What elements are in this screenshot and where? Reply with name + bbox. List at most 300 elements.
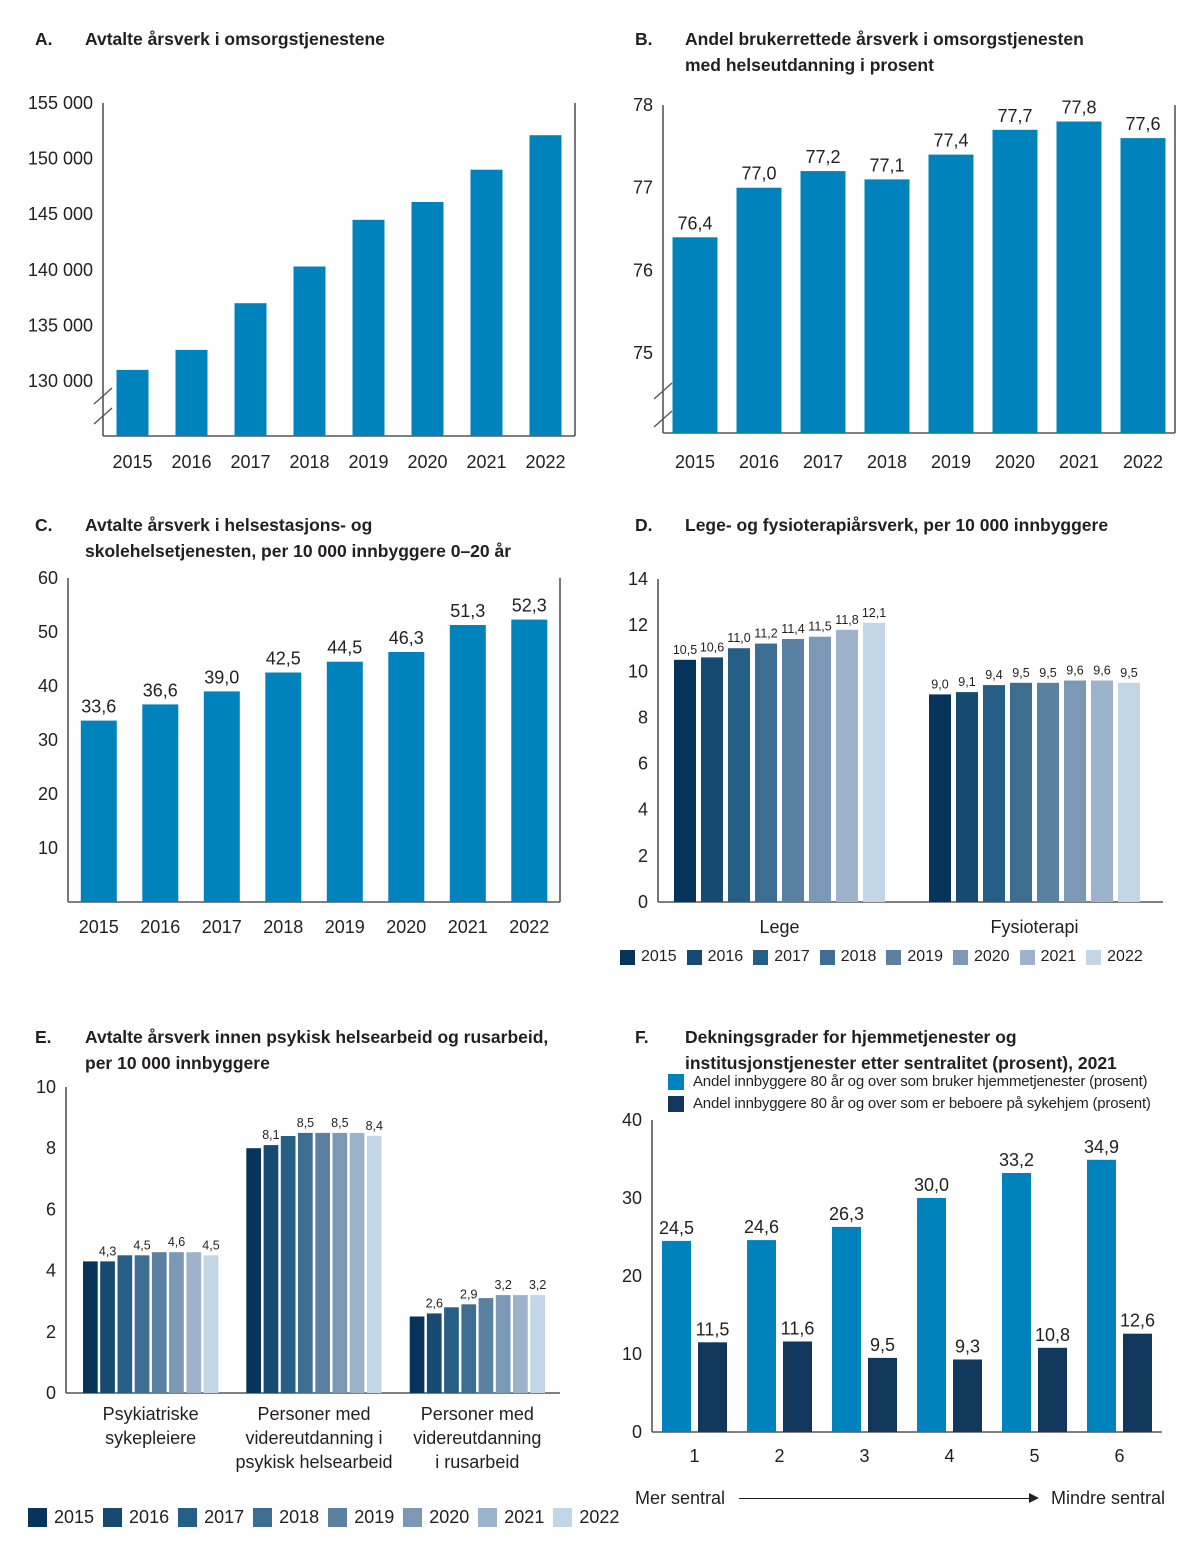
legend-item-2022: [553, 1507, 619, 1528]
value-label: 52,3: [511, 595, 547, 616]
bar: [836, 630, 858, 902]
bar: [755, 644, 777, 902]
bar: [412, 202, 444, 436]
panel-b: [600, 0, 1200, 500]
bar: [176, 350, 208, 436]
bar: [427, 1313, 442, 1393]
y-tick-label: 30: [37, 730, 58, 750]
legend-item-2018: [820, 948, 877, 966]
x-tick-label: 2020: [386, 917, 427, 937]
panel-e-title-line2: per 10 000 innbyggere: [85, 1053, 270, 1073]
legend-swatch-sykehjem: [668, 1096, 684, 1112]
panel-a-header: [35, 26, 584, 52]
legend-year-label: 2020: [429, 1507, 470, 1527]
x-tick-label: 2016: [738, 452, 780, 472]
bar: [863, 623, 885, 902]
value-label: 4,5: [202, 1238, 220, 1253]
legend-item-2016: [687, 948, 744, 966]
bar: [496, 1295, 511, 1393]
legend-year-label: 2017: [774, 948, 810, 965]
legend-swatch-2015: [28, 1508, 47, 1527]
legend-item-2021: [1020, 948, 1077, 966]
value-label: 77,0: [741, 163, 777, 184]
group-label: Personer med videreutdanning i psykisk helsearbeid: [235, 1404, 393, 1472]
value-label: 10,8: [1034, 1324, 1071, 1345]
x-tick-label: 3: [859, 1446, 870, 1466]
legend-year-label: 2020: [973, 948, 1010, 965]
bar: [117, 370, 149, 436]
x-tick-label: 2015: [112, 452, 153, 472]
y-tick-label: 0: [631, 1422, 642, 1442]
value-label: 11,0: [727, 631, 751, 646]
x-tick-label: 2015: [674, 452, 716, 472]
x-tick-label: 2018: [263, 917, 304, 937]
panel-f-title-line2: institusjonstjenester etter sentralitet (prosent), 2021: [685, 1053, 1117, 1073]
x-tick-label: 2017: [802, 452, 844, 472]
y-tick-label: 78: [632, 95, 653, 115]
bar: [444, 1307, 459, 1393]
legend-year-label: 2019: [907, 948, 943, 965]
value-label: 9,5: [1039, 665, 1057, 680]
bar: [1121, 138, 1166, 433]
panel-a-letter: A.: [35, 29, 53, 49]
x-tick-label: 2019: [324, 917, 365, 937]
value-label: 77,8: [1061, 97, 1097, 118]
legend-item-2017: [178, 1507, 244, 1528]
group-label: Psykiatriske sykepleiere: [102, 1404, 199, 1448]
bar: [169, 1252, 184, 1393]
y-tick-label: 20: [621, 1266, 642, 1286]
value-label: 11,2: [754, 626, 778, 641]
bar: [832, 1227, 861, 1432]
legend-f: [668, 1072, 1151, 1113]
bar: [281, 1136, 296, 1393]
y-tick-label: 50: [37, 622, 58, 642]
y-tick-label: 2: [45, 1321, 56, 1342]
bar: [118, 1255, 133, 1393]
x-tick-label: 2022: [509, 917, 550, 937]
bar: [701, 657, 723, 902]
y-tick-label: 6: [637, 753, 648, 774]
x-tick-label: 2022: [525, 452, 566, 472]
y-tick-label: 4: [637, 799, 648, 820]
legend-swatch-2018: [253, 1508, 272, 1527]
value-label: 34,9: [1083, 1136, 1120, 1157]
panel-f-header: [635, 1024, 1184, 1076]
y-tick-label: 14: [627, 569, 648, 589]
y-tick-label: 4: [45, 1260, 56, 1281]
legend-swatch-2018: [820, 950, 835, 965]
legend-year-label: 2021: [1040, 948, 1077, 965]
bar: [235, 303, 267, 436]
legend-label-hjemmetjenester: Andel innbyggere 80 år og over som bruker hjemmetjenester (prosent): [693, 1073, 1148, 1090]
value-label: 8,5: [296, 1115, 315, 1130]
legend-swatch-2017: [178, 1508, 197, 1527]
value-label: 42,5: [265, 648, 301, 669]
bar: [479, 1298, 494, 1393]
value-label: 8,5: [331, 1115, 349, 1130]
legend-item-2019: [328, 1507, 394, 1528]
value-label: 77,7: [997, 105, 1033, 126]
bar: [81, 721, 117, 902]
y-tick-label: 12: [627, 615, 648, 636]
bar: [993, 130, 1038, 433]
panel-d-letter: D.: [635, 515, 653, 535]
x-tick-label: 2020: [407, 452, 448, 472]
legend-label-sykehjem: Andel innbyggere 80 år og over som er beboere på sykehjem (prosent): [693, 1095, 1151, 1112]
y-tick-label: 2: [637, 845, 648, 866]
value-label: 77,4: [933, 130, 969, 151]
panel-f-title-line1: Dekningsgrader for hjemmetjenester og: [685, 1027, 1017, 1047]
value-label: 11,6: [780, 1318, 815, 1339]
x-tick-label: 2020: [994, 452, 1036, 472]
bar: [929, 694, 951, 902]
value-label: 9,1: [958, 675, 976, 690]
legend-item-2016: [103, 1507, 169, 1528]
legend-swatch-2022: [553, 1508, 572, 1527]
bar: [747, 1240, 776, 1432]
panel-c: [0, 500, 600, 1010]
chart-c-helsestasjon-arsverk: [0, 500, 600, 1010]
value-label: 9,3: [954, 1336, 981, 1357]
value-label: 77,2: [805, 147, 841, 168]
bar: [265, 673, 301, 903]
x-tick-label: 2017: [201, 917, 242, 937]
bar: [450, 625, 486, 902]
group-label: Personer med videreutdanning i rusarbeid: [413, 1404, 542, 1472]
bar: [530, 1295, 545, 1393]
value-label: 12,6: [1119, 1310, 1156, 1331]
label-mer-sentral: Mer sentral: [635, 1488, 726, 1508]
legend-swatch-2021: [1020, 950, 1035, 965]
bar: [1057, 122, 1102, 434]
panel-d-header: [635, 512, 1184, 538]
y-tick-label: 40: [37, 676, 58, 696]
value-label: 8,4: [365, 1118, 383, 1133]
bar: [809, 637, 831, 902]
group-label: Lege: [759, 917, 800, 937]
value-label: 4,3: [98, 1244, 117, 1259]
panel-d-title-line1: Lege- og fysioterapiårsverk, per 10 000 innbyggere: [685, 515, 1109, 535]
y-tick-label: 130 000: [27, 371, 93, 391]
legend-f-row-hjemmetjenester: [668, 1072, 1147, 1091]
bar: [83, 1261, 98, 1393]
bar: [186, 1252, 201, 1393]
bar: [142, 704, 178, 902]
y-tick-label: 140 000: [27, 259, 93, 280]
label-mindre-sentral: Mindre sentral: [1050, 1488, 1165, 1508]
bar: [315, 1133, 330, 1393]
legend-year-label: 2015: [641, 948, 677, 965]
x-tick-label: 2: [774, 1446, 785, 1466]
y-tick-label: 30: [621, 1188, 642, 1208]
value-label: 33,6: [81, 696, 117, 717]
y-tick-label: 75: [632, 343, 653, 363]
legend-f-row-sykehjem: [668, 1094, 1151, 1113]
bar: [1037, 683, 1059, 902]
panel-c-title-line1: Avtalte årsverk i helsestasjons- og: [85, 515, 373, 535]
x-tick-label: 2017: [230, 452, 271, 472]
x-tick-label: 1: [689, 1446, 700, 1466]
y-tick-label: 0: [637, 892, 648, 912]
y-tick-label: 155 000: [27, 93, 93, 113]
legend-item-2018: [253, 1507, 319, 1528]
bar: [1010, 683, 1032, 902]
legend-swatch-2019: [886, 950, 901, 965]
bar: [246, 1148, 261, 1393]
value-label: 4,6: [167, 1235, 186, 1250]
legend-swatch-2017: [753, 950, 768, 965]
bar: [204, 691, 240, 902]
value-label: 30,0: [913, 1175, 950, 1195]
bar: [1087, 1160, 1116, 1432]
bar: [783, 1342, 812, 1433]
legend-swatch-hjemmetjenester: [668, 1074, 684, 1090]
value-label: 9,6: [1066, 663, 1084, 678]
y-tick-label: 10: [627, 661, 648, 682]
value-label: 9,5: [1012, 665, 1030, 680]
chart-e-psykisk-rusarbeid: [0, 1010, 600, 1563]
bar: [698, 1342, 727, 1432]
panel-a-title: [85, 26, 584, 52]
legend-item-2019: [886, 948, 943, 966]
bar: [956, 692, 978, 902]
value-label: 2,6: [425, 1296, 443, 1311]
value-label: 77,1: [869, 155, 905, 176]
x-tick-label: 2019: [930, 452, 972, 472]
bar: [917, 1198, 946, 1432]
bar: [868, 1358, 897, 1432]
x-tick-label: 2016: [171, 452, 212, 472]
bar: [929, 155, 974, 433]
legend-item-2015: [28, 1507, 94, 1528]
legend-swatch-2016: [687, 950, 702, 965]
value-label: 3,2: [494, 1278, 512, 1293]
bar: [801, 171, 846, 433]
bar: [152, 1252, 167, 1393]
bar: [350, 1133, 365, 1393]
panel-a: [0, 0, 600, 500]
y-tick-label: 10: [621, 1344, 642, 1364]
panel-e-header: [35, 1024, 584, 1076]
value-label: 24,5: [658, 1217, 695, 1238]
y-tick-label: 6: [45, 1199, 56, 1220]
bar: [662, 1241, 691, 1432]
x-tick-label: 2016: [140, 917, 181, 937]
x-tick-label: 2022: [1122, 452, 1164, 472]
chart-d-lege-fysioterapi: [600, 500, 1200, 1010]
bar: [513, 1295, 528, 1393]
bar: [367, 1136, 382, 1393]
value-label: 9,4: [985, 668, 1003, 683]
legend-swatch-2015: [620, 950, 635, 965]
value-label: 12,1: [861, 605, 887, 620]
legend-swatch-2020: [953, 950, 968, 965]
x-tick-label: 2021: [466, 452, 507, 472]
legend-years-d: [620, 948, 1143, 966]
bar: [1118, 683, 1140, 902]
panel-b-title-line2: med helseutdanning i prosent: [685, 55, 934, 75]
bar: [333, 1133, 348, 1393]
panel-c-title: [85, 512, 584, 564]
panel-d: [600, 500, 1200, 1010]
value-label: 9,0: [931, 677, 949, 692]
legend-years-e: [28, 1507, 619, 1528]
bar: [1002, 1173, 1031, 1432]
bar: [728, 648, 750, 902]
y-tick-label: 40: [621, 1110, 642, 1130]
bar: [100, 1261, 115, 1393]
bar: [865, 179, 910, 433]
value-label: 36,6: [142, 680, 178, 701]
value-label: 10,5: [672, 642, 698, 657]
bar: [388, 652, 424, 902]
value-label: 11,8: [835, 612, 859, 627]
bar: [135, 1255, 150, 1393]
legend-year-label: 2022: [579, 1507, 620, 1527]
panel-b-title: [685, 26, 1184, 78]
panel-d-title: [685, 512, 1184, 538]
y-tick-label: 0: [45, 1383, 56, 1403]
value-label: 11,5: [808, 619, 832, 634]
value-label: 51,3: [450, 600, 486, 621]
bar: [327, 662, 363, 902]
panel-b-letter: B.: [635, 29, 653, 49]
panel-e-title: [85, 1024, 584, 1076]
legend-item-2022: [1086, 948, 1143, 966]
panel-f-title: [685, 1024, 1184, 1076]
bar: [298, 1133, 313, 1393]
bar: [471, 170, 503, 436]
value-label: 2,9: [460, 1287, 478, 1302]
value-label: 24,6: [743, 1217, 780, 1238]
x-tick-label: 2021: [1058, 452, 1100, 472]
panel-c-letter: C.: [35, 515, 53, 535]
legend-year-label: 2018: [279, 1507, 320, 1527]
bar: [983, 685, 1005, 902]
value-label: 46,3: [388, 627, 424, 648]
legend-year-label: 2015: [54, 1507, 95, 1527]
chart-a-omsorg-arsverk: [0, 0, 600, 500]
y-tick-label: 10: [37, 838, 58, 858]
bar: [953, 1360, 982, 1433]
legend-item-2021: [478, 1507, 544, 1528]
panel-e: [0, 1010, 620, 1563]
bar: [1091, 681, 1113, 903]
bar: [737, 188, 782, 433]
centrality-axis-annotation: [635, 1488, 1165, 1509]
panel-c-header: [35, 512, 584, 564]
y-tick-label: 145 000: [27, 204, 93, 225]
bar: [353, 220, 385, 436]
panel-b-title-line1: Andel brukerrettede årsverk i omsorgstjenesten: [685, 29, 1084, 49]
x-tick-label: 2021: [447, 917, 488, 937]
legend-year-label: 2018: [840, 948, 877, 965]
legend-year-label: 2022: [1107, 948, 1143, 965]
legend-item-2017: [753, 948, 810, 966]
x-tick-label: 2018: [289, 452, 330, 472]
legend-year-label: 2019: [354, 1507, 395, 1527]
bar: [1123, 1334, 1152, 1432]
value-label: 3,2: [528, 1278, 547, 1293]
bar: [673, 237, 718, 433]
bar: [461, 1304, 476, 1393]
bar: [1064, 681, 1086, 903]
legend-item-2020: [953, 948, 1010, 966]
value-label: 8,1: [262, 1128, 280, 1143]
y-tick-label: 135 000: [27, 315, 93, 336]
legend-item-2015: [620, 948, 677, 966]
value-label: 76,4: [677, 213, 713, 234]
y-tick-label: 8: [637, 707, 648, 728]
y-tick-label: 20: [37, 784, 58, 804]
value-label: 44,5: [327, 637, 363, 658]
bar: [674, 660, 696, 902]
y-tick-label: 150 000: [27, 148, 93, 169]
value-label: 77,6: [1125, 114, 1161, 135]
value-label: 9,6: [1093, 663, 1111, 678]
value-label: 9,5: [1120, 665, 1138, 680]
y-tick-label: 77: [632, 177, 653, 198]
panel-e-letter: E.: [35, 1027, 52, 1047]
legend-swatch-2020: [403, 1508, 422, 1527]
x-tick-label: 6: [1114, 1446, 1125, 1466]
legend-swatch-2021: [478, 1508, 497, 1527]
value-label: 11,4: [781, 621, 805, 636]
y-tick-label: 76: [632, 260, 653, 281]
panel-a-title-line1: Avtalte årsverk i omsorgstjenestene: [85, 29, 385, 49]
panel-c-title-line2: skolehelsetjenesten, per 10 000 innbyggere 0–20 år: [85, 541, 512, 561]
y-tick-label: 10: [35, 1077, 56, 1097]
bar: [511, 620, 547, 902]
bar: [782, 639, 804, 902]
value-label: 26,3: [828, 1203, 865, 1224]
x-tick-label: 2019: [348, 452, 389, 472]
panel-f: [600, 1010, 1200, 1563]
y-tick-label: 8: [45, 1138, 56, 1159]
panel-e-title-line1: Avtalte årsverk innen psykisk helsearbeid og rusarbeid,: [85, 1027, 549, 1047]
legend-swatch-2016: [103, 1508, 122, 1527]
bar: [264, 1145, 279, 1393]
group-label: Fysioterapi: [990, 917, 1079, 937]
value-label: 39,0: [204, 667, 240, 688]
legend-swatch-2019: [328, 1508, 347, 1527]
legend-swatch-2022: [1086, 950, 1101, 965]
value-label: 33,2: [998, 1150, 1035, 1171]
bar: [204, 1255, 219, 1393]
legend-year-label: 2017: [204, 1507, 245, 1527]
y-tick-label: 60: [37, 568, 58, 588]
bar: [294, 267, 326, 437]
right-arrow-icon: [739, 1498, 1037, 1500]
x-tick-label: 5: [1029, 1446, 1040, 1466]
legend-year-label: 2016: [707, 948, 744, 965]
value-label: 10,6: [699, 640, 725, 655]
legend-year-label: 2016: [129, 1507, 170, 1527]
x-tick-label: 2018: [866, 452, 908, 472]
legend-item-2020: [403, 1507, 469, 1528]
legend-year-label: 2021: [504, 1507, 545, 1527]
bar: [530, 135, 562, 436]
value-label: 11,5: [695, 1319, 730, 1340]
bar: [1038, 1348, 1067, 1432]
x-tick-label: 4: [944, 1446, 955, 1466]
bar: [410, 1317, 425, 1394]
value-label: 4,5: [133, 1238, 151, 1253]
panel-f-letter: F.: [635, 1027, 649, 1047]
panel-b-header: [635, 26, 1184, 78]
x-tick-label: 2015: [78, 917, 119, 937]
